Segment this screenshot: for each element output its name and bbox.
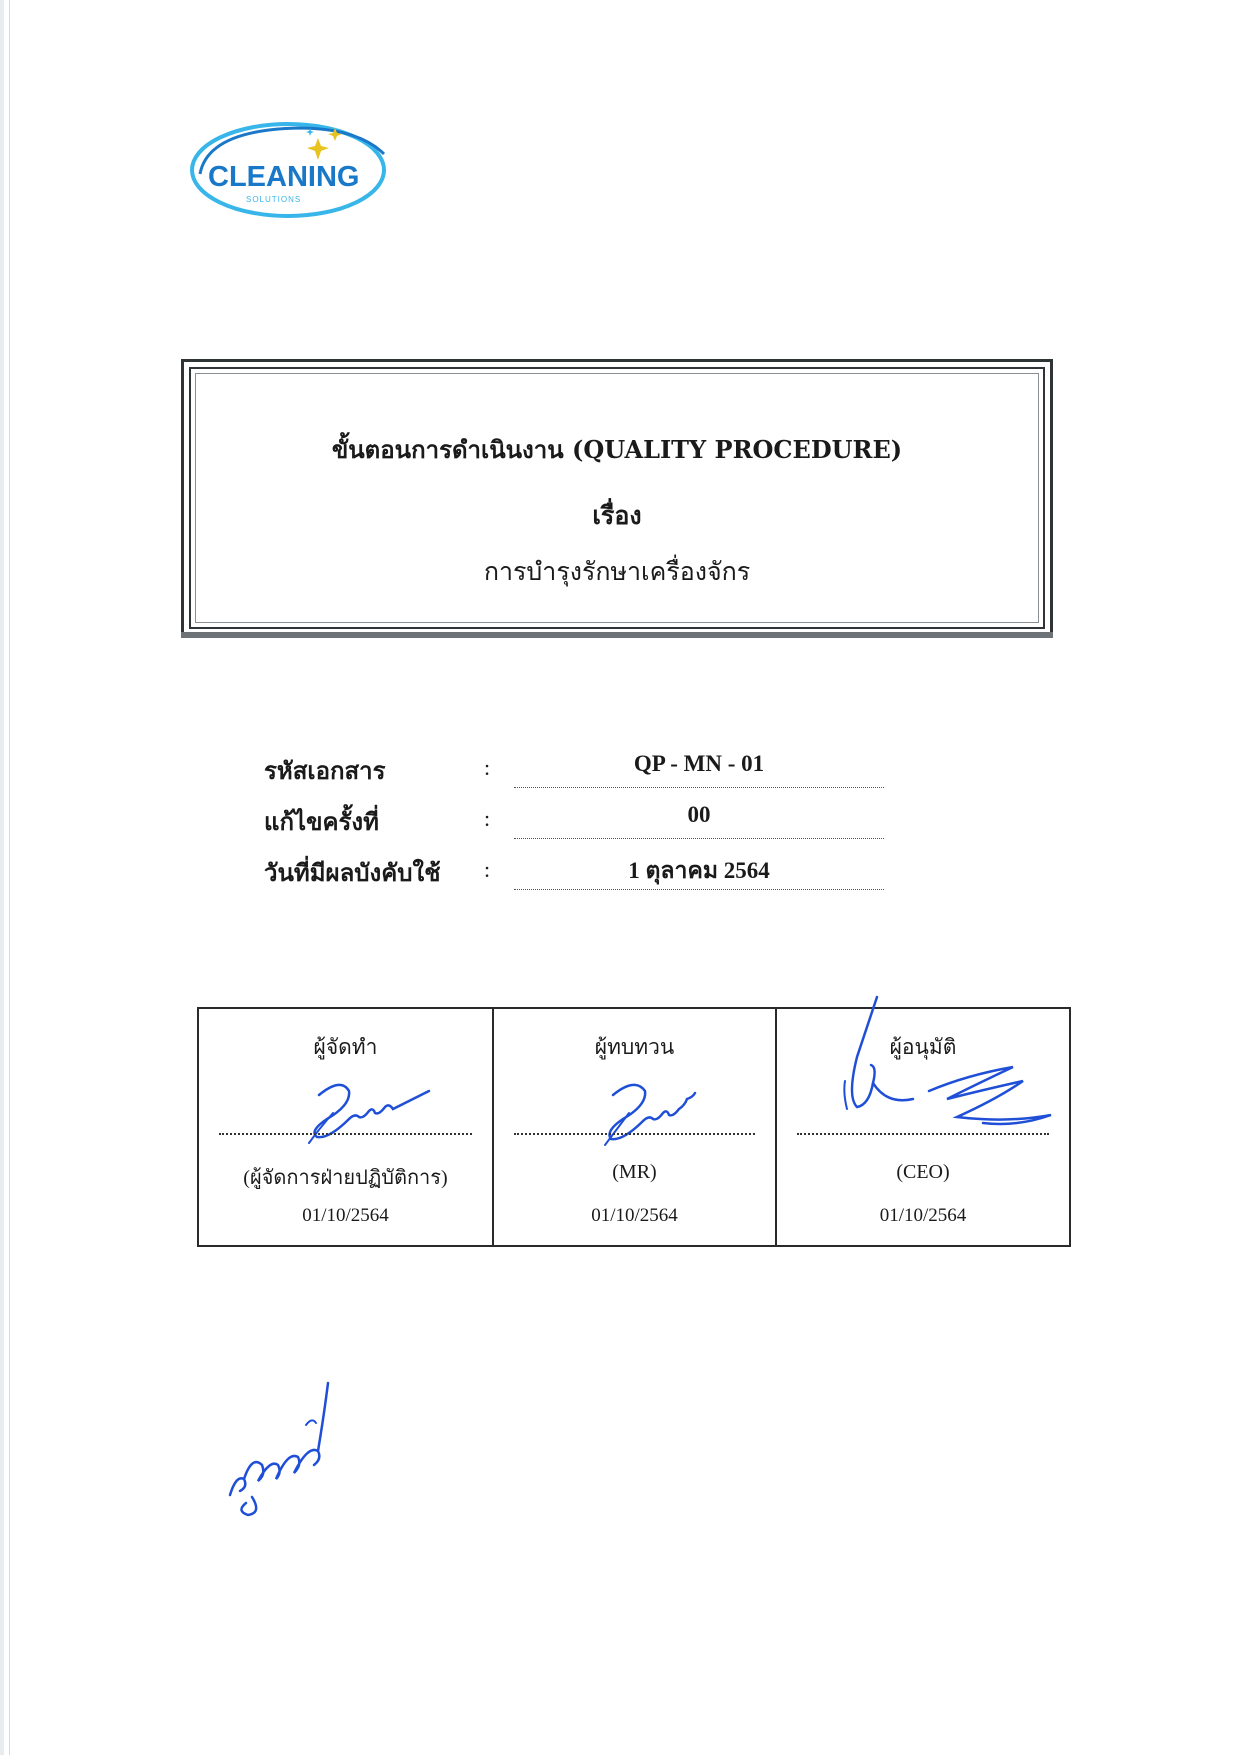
info-row-revision [264,802,904,842]
signer-role: (CEO) [896,1161,950,1183]
handwritten-signature [589,1069,729,1149]
company-logo [188,114,398,220]
signature-header: ผู้จัดทำ [313,1035,378,1059]
signature-header: ผู้อนุมัติ [889,1035,957,1059]
signature-cell-prepared-by [199,1009,494,1245]
dotted-underline [514,889,884,890]
signer-role: (MR) [612,1161,657,1183]
effective-date-value: 1 ตุลาคม 2564 [628,858,770,883]
info-label: วันที่มีผลบังคับใช้ [264,861,441,887]
dotted-underline [514,787,884,788]
signature-date: 01/10/2564 [879,1205,967,1226]
signature-date: 01/10/2564 [302,1205,389,1226]
title-box-bottom-rule [181,632,1053,638]
document-code-value: QP - MN - 01 [633,751,765,776]
info-label: รหัสเอกสาร [264,759,386,785]
info-separator: : [484,857,491,882]
signer-role: (ผู้จัดการฝ่ายปฏิบัติการ) [243,1167,448,1189]
info-label: แก้ไขครั้งที่ [264,810,379,836]
signature-table [197,1007,1071,1247]
info-row-document-code [264,751,904,791]
subject-heading: เรื่อง [592,501,642,530]
revision-value: 00 [687,802,711,827]
handwritten-initials [222,1375,352,1520]
logo-brand-text: CLEANING [208,161,360,193]
signature-date: 01/10/2564 [591,1205,678,1226]
signature-line [797,1133,1049,1135]
subject-title: การบำรุงรักษาเครื่องจักร [483,557,751,586]
logo-sub-text: SOLUTIONS [246,195,302,204]
page-left-edge [0,0,4,1755]
signature-cell-approved-by [777,1009,1069,1245]
handwritten-signature [289,1069,449,1149]
page-edge-line [9,0,10,1755]
handwritten-signature [817,987,1067,1147]
signature-line [219,1133,472,1135]
info-separator: : [484,755,491,780]
dotted-underline [514,838,884,839]
signature-cell-reviewed-by [494,1009,777,1245]
info-separator: : [484,806,491,831]
signature-line [514,1133,755,1135]
document-type-title: ขั้นตอนการดำเนินงาน (QUALITY PROCEDURE) [331,435,903,464]
info-row-effective-date [264,853,904,893]
signature-header: ผู้ทบทวน [594,1035,675,1059]
